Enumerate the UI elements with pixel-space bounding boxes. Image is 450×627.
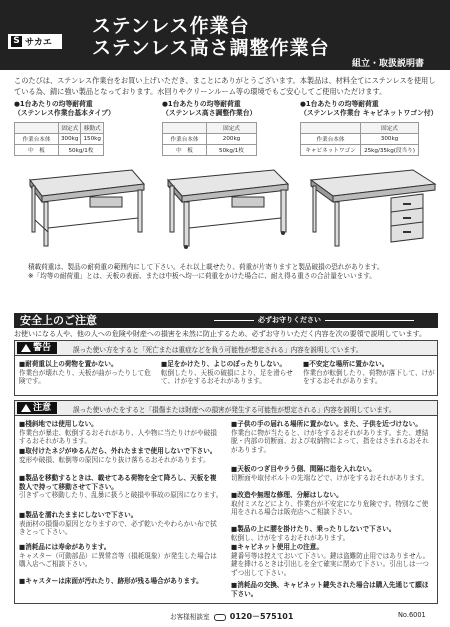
support-phone: 0120－575101 <box>229 612 294 621</box>
caution-item-right: ■消耗品の交換、キャビネット鍵失された場合は購入先通じて願ほ下さい。 <box>231 581 429 598</box>
load-subheading: （ステンレス高さ調整作業台） <box>162 109 257 117</box>
safety-intro: お使いになる人や、他の人への危険や財産への損害を未然に防止するため、必ずお守りいただく内容を次の要領で説明しています。 <box>14 330 427 338</box>
caution-item-left: ■棧斜地では使用しない。 作業台が暴走、転倒するおそれがあり、人や物に当たりけがや破損するおそれがあります。 <box>19 420 217 446</box>
cabinet-workbench-illustration <box>305 166 440 250</box>
warning-header <box>15 341 437 356</box>
caution-item-right: ■改造や無理な修理、分解はしない。 取付ミスなどにより、作業台が不安定になり危険です。特別なご使用をされる場合は販売店へご相談下さい。 <box>231 491 429 517</box>
safety-header-bar <box>14 313 438 328</box>
title-line-1: ステンレス作業台 <box>92 15 250 37</box>
load-spec-adjustable <box>162 100 302 156</box>
freedial-icon <box>214 614 226 621</box>
caution-label: 注意 <box>17 402 57 414</box>
warning-triangle-icon <box>21 344 31 352</box>
caution-item-left: ■キャスターは床面が汚れたり、跡形が残る場合があります。 <box>19 577 203 585</box>
warning-item: ■耐荷重以上の荷物を置かない。 作業台が壊れたり、天板が曲がったりして危険です。 <box>19 360 151 386</box>
load-spec-basic <box>14 100 154 156</box>
warning-box <box>14 340 438 396</box>
load-subheading: （ステンレス作業台基本タイプ） <box>14 109 115 117</box>
brand-logo <box>8 34 62 49</box>
load-table: 固定式 作業台本体 300kg キャビネットワゴン 25kg/35kg(段当り) <box>300 122 419 156</box>
caution-item-left: ■消耗品には寿命があります。 キャスター（可動部品）に異常音等（損耗現象）が発生した場合は購入店へご相談下さい。 <box>19 543 217 569</box>
customer-support <box>170 611 293 622</box>
load-note-2: ※「均等の耐荷重」とは、天板の表面、または中板へ均一に荷重をかけた場合に、耐え得る重さの合計量をいいます。 <box>28 272 376 280</box>
load-table: 固定式 作業台本体 200kg 中 板 50kg/1枚 <box>162 122 257 156</box>
load-heading: ●1台あたりの均等耐荷重 <box>14 100 93 108</box>
load-note-1: 積載荷重は、製品の耐荷重の範囲内にして下さい。それ以上載せたり、荷重が片寄りますと製品破損の恐れがあります。 <box>28 263 384 271</box>
warning-label: 警告 <box>17 342 57 354</box>
adjustable-workbench-illustration <box>160 166 290 250</box>
title-line-2: ステンレス高さ調整作業台 <box>92 37 330 59</box>
caution-item-right: ■製品の上に腰を掛けたり、乗ったりしないで下さい。 転倒し、けがをするおそれがあります。 <box>231 525 396 542</box>
safety-tag: 必ずお守りください <box>254 313 325 328</box>
warning-desc: 誤った使い方をすると「死亡または重症などを負う可能性が想定される」内容を説明しています。 <box>73 346 363 354</box>
caution-item-right: ■キャビネット使用上の注意。 鍵番号等は控えておいて下さい。鍵は盗難防止用ではありません。鍵を挿けるときは引出しを全て確実に閉めて下さい。引出しは一つずつ出して下さい。 <box>231 543 430 577</box>
load-table: 固定式 移動式 作業台本体 300kg 150kg 中 板 50kg/1枚 <box>14 122 104 156</box>
caution-box <box>14 400 438 604</box>
caution-header <box>15 401 437 416</box>
caution-item-left: ■製品を濡れたままにしないで下さい。 表面材の損傷の原因となりますので、必ず乾いたやわらかい布で拭きとって下さい。 <box>19 511 217 537</box>
document-number: No.6001 <box>398 611 426 619</box>
warning-item: ■足をかけたり、よじのぼったりしない。 転倒したり、天板の破損により、足を滑らせて、けがをするおそれがあります。 <box>161 360 293 386</box>
safety-title: 安全上のご注意 <box>20 314 97 327</box>
caution-item-left: ■製品を移動するときは、載せてある荷物を全て降ろし、天板を複数人で持って移動させて下さい。 引きずって移動したり、乱暴に扱うと破損や事故の原因になります。 <box>19 474 223 500</box>
caution-desc: 誤った使いかたをすると「損傷または財産への損害が発生する可能性が想定される」内容を説明しています。 <box>73 406 396 414</box>
caution-item-right: ■子供の手の届れる場所に置かない。また、子供を近づけない。 作業台に物が当たると、けがをするおそれがあります。また、連結脱・内部の切断面、および収納物によって、指をはさまれるおそれがあります。 <box>231 420 429 454</box>
load-spec-cabinet <box>300 100 440 156</box>
basic-workbench-illustration <box>20 166 145 250</box>
caution-item-left: ■取付けたネジがゆるんだら、外れたままで使用しないで下さい。 変形や破損、転倒等の原因になり抜け落ちるおそれがあります。 <box>19 447 217 464</box>
warning-item: ■不安定な場所に置かない。 作業台が転倒したり、荷物が落下して、けがをするおそれがあります。 <box>303 360 435 386</box>
load-notes <box>28 263 438 281</box>
load-heading: ●1台あたりの均等耐荷重 <box>300 100 379 108</box>
load-heading: ●1台あたりの均等耐荷重 <box>162 100 241 108</box>
caution-triangle-icon <box>21 404 31 412</box>
load-subheading: （ステンレス作業台 キャビネットワゴン付） <box>300 109 438 117</box>
support-label: お客様相談室 <box>170 613 210 621</box>
caution-item-right: ■天板のつぎ目やラう側、間隔に指を入れない。 切断面や取付ボルトの先端などで、けがをするおそれがあります。 <box>231 465 429 482</box>
header-banner <box>0 0 450 70</box>
intro-text: このたびは、ステンレス作業台をお買い上げいただき、まことにありがとうございます。本製品は、材料全てにステンレスを使用している為、錆に強い製品となっております。水回りやクリーンルーム等の環境でもご安心してご使用いただけます。 <box>14 76 436 96</box>
subtitle: 組立・取扱説明書 <box>352 59 425 69</box>
brand-name: サカエ <box>25 38 52 48</box>
brand-mark: S <box>11 36 22 47</box>
